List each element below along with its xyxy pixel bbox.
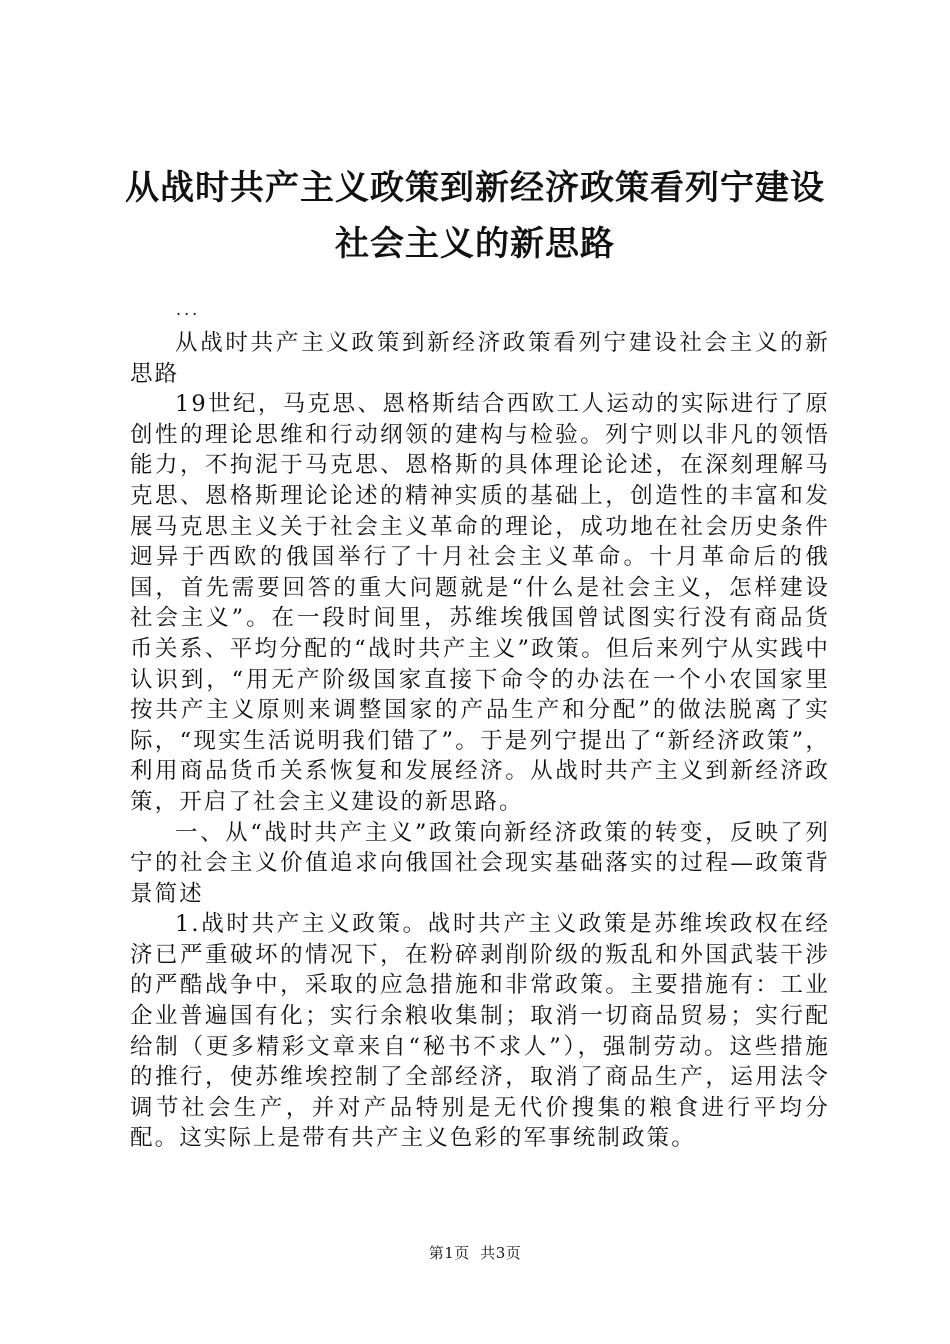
paragraph-section-heading: 一、从“战时共产主义”政策向新经济政策的转变，反映了列宁的社会主义价值追求向俄国社会现实基础落实的过程—政策背景简述 [130, 819, 830, 907]
ellipsis-marker: ... [176, 300, 201, 319]
document-body [130, 328, 830, 1154]
paragraph-intro: 19世纪，马克思、恩格斯结合西欧工人运动的实际进行了原创性的理论思维和行动纲领的建构与检验。列宁则以非凡的领悟能力，不拘泥于马克思、恩格斯的具体理论论述，在深刻理解马克思、恩格斯理论论述的精神实质的基础上，创造性的丰富和发展马克思主义关于社会主义革命的理论，成功地在社会历史条件迥异于西欧的俄国举行了十月社会主义革命。十月革命后的俄国，首先需要回答的重大问题就是“什么是社会主义，怎样建设社会主义”。在一段时间里，苏维埃俄国曾试图实行没有商品货币关系、平均分配的“战时共产主义”政策。但后来列宁从实践中认识到，“用无产阶级国家直接下命令的办法在一个小农国家里按共产主义原则来调整国家的产品生产和分配”的做法脱离了实际，“现实生活说明我们错了”。于是列宁提出了“新经济政策”，利用商品货币关系恢复和发展经济。从战时共产主义到新经济政策，开启了社会主义建设的新思路。 [130, 391, 830, 815]
title-line-1: 从战时共产主义政策到新经济政策看列宁建设 [125, 168, 825, 208]
paragraph-subtitle: 从战时共产主义政策到新经济政策看列宁建设社会主义的新思路 [130, 330, 830, 387]
paragraph-war-communism: 1.战时共产主义政策。战时共产主义政策是苏维埃政权在经济已严重破坏的情况下，在粉碎剥削阶级的叛乱和外国武装干涉的严酷战争中，采取的应急措施和非常政策。主要措施有：工业企业普遍国有化；实行余粮收集制；取消一切商品贸易；实行配给制（更多精彩文章来自“秘书不求人”），强制劳动。这些措施的推行，使苏维埃控制了全部经济，取消了商品生产，运用法令调节社会生产，并对产品特别是无代价搜集的粮食进行平均分配。这实际上是带有共产主义色彩的军事统制政策。 [130, 911, 830, 1152]
title-line-2: 社会主义的新思路 [335, 224, 615, 264]
page-footer: 第1页 共3页 [428, 1244, 522, 1262]
document-title [100, 160, 850, 272]
